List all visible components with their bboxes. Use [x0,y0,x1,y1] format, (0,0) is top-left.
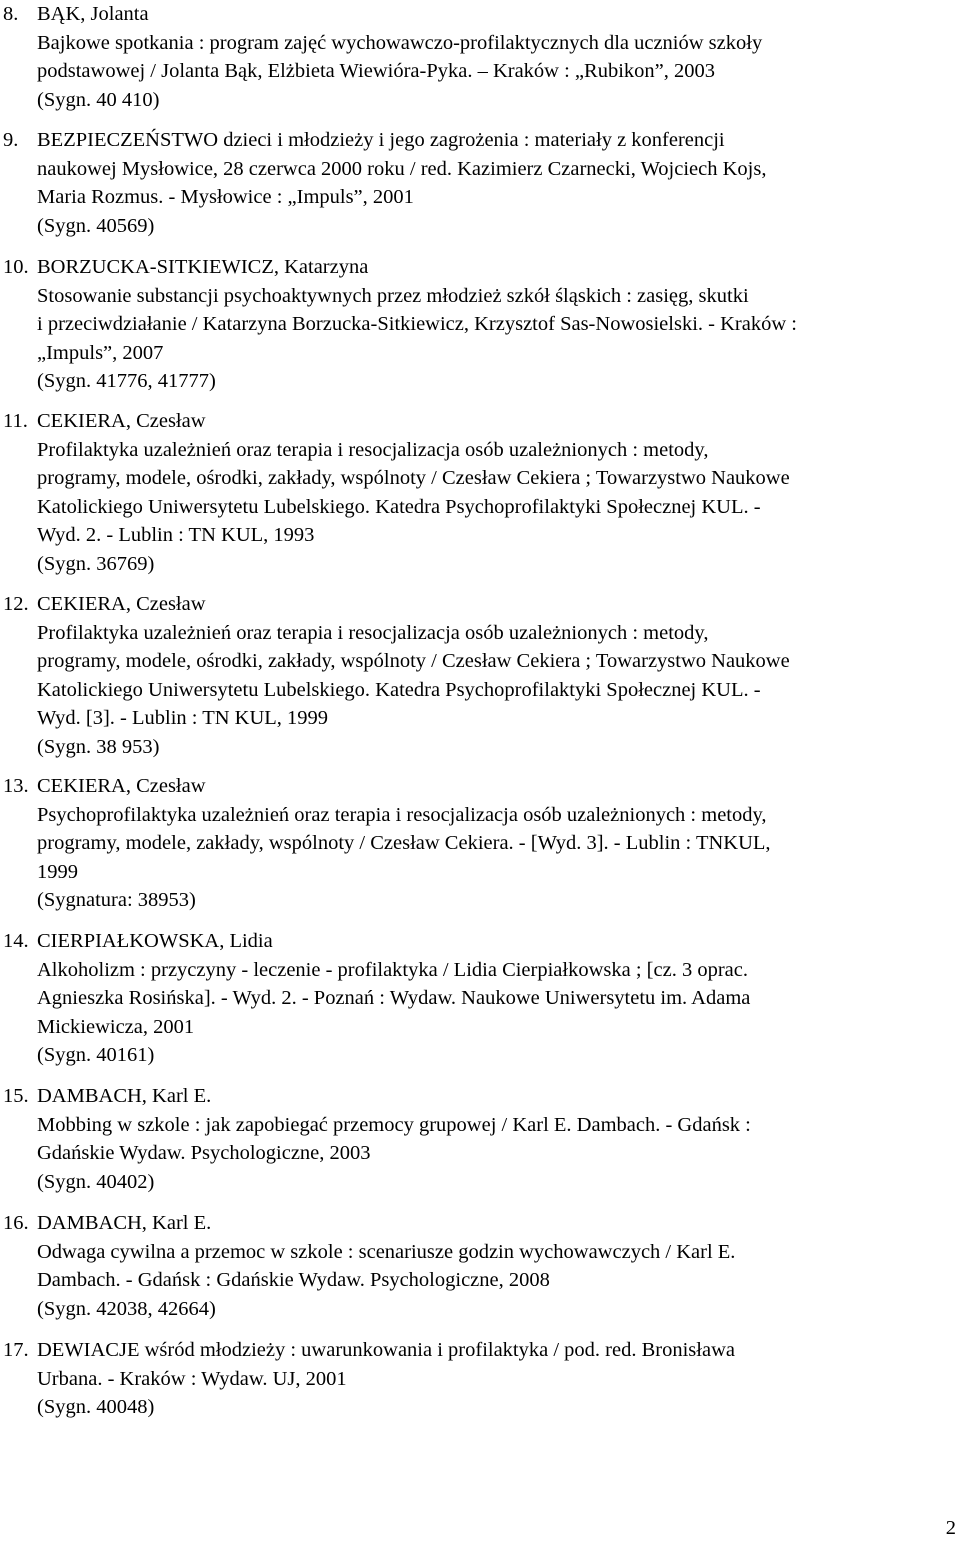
entry-line: Maria Rozmus. - Mysłowice : „Impuls”, 2001 [37,186,414,208]
entry-line: Profilaktyka uzależnień oraz terapia i resocjalizacja osób uzależnionych : metody, [37,438,709,461]
entry-number: 17. [3,1339,29,1361]
entry-line: Urbana. - Kraków : Wydaw. UJ, 2001 [37,1367,347,1390]
entry-line: Katolickiego Uniwersytetu Lubelskiego. Katedra Psychoprofilaktyki Społecznej KUL. - [37,678,761,701]
entry-line: Wyd. 2. - Lublin : TN KUL, 1993 [37,524,315,546]
entry-call-number: (Sygn. 42038, 42664) [37,1297,216,1320]
entry-number: 12. [3,593,29,615]
entry-line: Katolickiego Uniwersytetu Lubelskiego. Katedra Psychoprofilaktyki Społecznej KUL. - [37,495,761,518]
entry-line: „Impuls”, 2007 [37,341,164,364]
entry-title: BEZPIECZEŃSTWO dzieci i młodzieży i jego zagrożenia : materiały z konferencji [37,129,725,151]
entry-author: DAMBACH, Karl E. [37,1085,212,1107]
entry-line: programy, modele, ośrodki, zakłady, wspólnoty / Czesław Cekiera ; Towarzystwo Naukowe [37,467,790,489]
entry-line: Alkoholizm : przyczyny - leczenie - profilaktyka / Lidia Cierpiałkowska ; [cz. 3 oprac. [37,958,748,981]
entry-line: naukowej Mysłowice, 28 czerwca 2000 roku / red. Kazimierz Czarnecki, Wojciech Kojs, [37,157,767,180]
entry-text [37,407,957,578]
entry-text [37,590,957,761]
entry-line: Odwaga cywilna a przemoc w szkole : scenariusze godzin wychowawczych / Karl E. [37,1240,736,1263]
entry-call-number: (Sygn. 38 953) [37,735,160,758]
entry-line: Gdańskie Wydaw. Psychologiczne, 2003 [37,1142,371,1164]
entry-text [37,1336,957,1422]
entry-number: 13. [3,775,29,797]
entry-text [37,1082,957,1196]
entry-author: BORZUCKA-SITKIEWICZ, Katarzyna [37,256,369,278]
page-number: 2 [945,1517,956,1539]
entry-line: 1999 [37,860,78,883]
entry-author: CEKIERA, Czesław [37,410,206,432]
entry-number: 11. [3,410,28,432]
entry-text [37,126,957,240]
entry-author: DAMBACH, Karl E. [37,1212,212,1234]
entry-number: 8. [3,3,19,25]
entry-text [37,0,957,114]
entry-text [37,1209,957,1323]
entry-number: 14. [3,930,29,952]
entry-number: 16. [3,1212,29,1234]
entry-text [37,772,957,915]
entry-line: i przeciwdziałanie / Katarzyna Borzucka-Sitkiewicz, Krzysztof Sas-Nowosielski. - Kraków : [37,313,797,335]
entry-line: programy, modele, ośrodki, zakłady, wspólnoty / Czesław Cekiera ; Towarzystwo Naukowe [37,650,790,672]
entry-call-number: (Sygn. 40161) [37,1044,155,1066]
entry-line: programy, modele, zakłady, wspólnoty / Czesław Cekiera. - [Wyd. 3]. - Lublin : TNKUL, [37,832,771,854]
entry-line: Mobbing w szkole : jak zapobiegać przemocy grupowej / Karl E. Dambach. - Gdańsk : [37,1113,751,1136]
entry-line: Agnieszka Rosińska]. - Wyd. 2. - Poznań : Wydaw. Naukowe Uniwersytetu im. Adama [37,987,751,1009]
entry-line: Dambach. - Gdańsk : Gdańskie Wydaw. Psychologiczne, 2008 [37,1269,550,1291]
entry-author: CEKIERA, Czesław [37,593,206,615]
entry-call-number: (Sygn. 40 410) [37,88,160,111]
entry-call-number: (Sygnatura: 38953) [37,889,196,911]
entry-line: Mickiewicza, 2001 [37,1015,195,1038]
entry-line: Wyd. [3]. - Lublin : TN KUL, 1999 [37,707,329,729]
entry-line: Stosowanie substancji psychoaktywnych przez młodzież szkół śląskich : zasięg, skutki [37,284,749,307]
entry-line: Psychoprofilaktyka uzależnień oraz terapia i resocjalizacja osób uzależnionych : metody, [37,803,767,826]
entry-author: BĄK, Jolanta [37,3,149,25]
entry-text [37,927,957,1070]
entry-call-number: (Sygn. 41776, 41777) [37,370,216,392]
entry-line: Bajkowe spotkania : program zajęć wychowawczo-profilaktycznych dla uczniów szkoły [37,31,763,54]
entry-call-number: (Sygn. 36769) [37,552,155,575]
entry-line: podstawowej / Jolanta Bąk, Elżbieta Wiewióra-Pyka. – Kraków : „Rubikon”, 2003 [37,60,715,82]
entry-call-number: (Sygn. 40048) [37,1396,155,1418]
entry-author: CIERPIAŁKOWSKA, Lidia [37,930,273,952]
entry-title: DEWIACJE wśród młodzieży : uwarunkowania i profilaktyka / pod. red. Bronisława [37,1339,735,1361]
entry-number: 15. [3,1085,29,1107]
entry-number: 9. [3,129,19,151]
entry-call-number: (Sygn. 40569) [37,214,155,237]
entry-line: Profilaktyka uzależnień oraz terapia i resocjalizacja osób uzależnionych : metody, [37,621,709,644]
entry-number: 10. [3,256,29,278]
entry-call-number: (Sygn. 40402) [37,1170,155,1193]
entry-author: CEKIERA, Czesław [37,775,206,797]
entry-text [37,253,957,396]
